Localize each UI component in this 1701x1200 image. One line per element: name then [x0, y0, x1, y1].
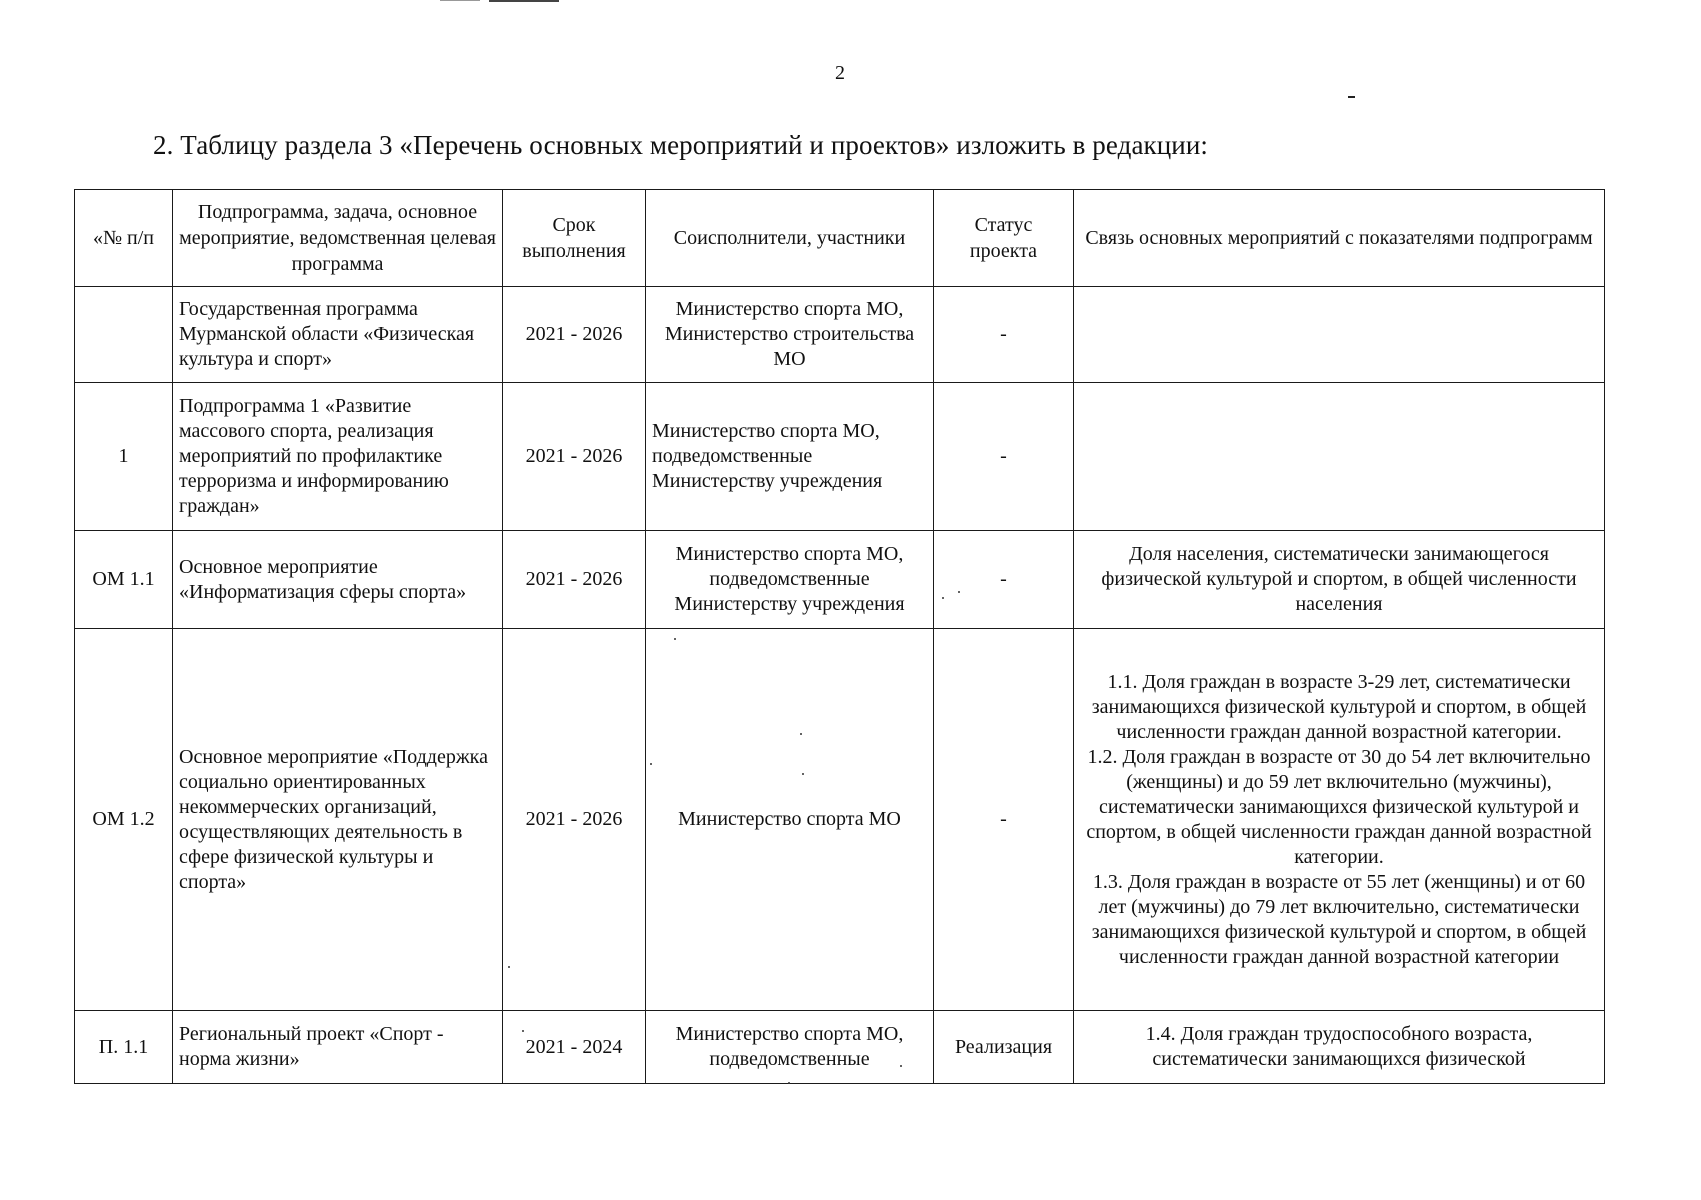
cell-coexec: Министерство спорта МО, Министерство строительства МО — [646, 287, 934, 383]
events-table — [74, 189, 1605, 1084]
table-row — [75, 629, 1605, 1011]
scan-speck — [958, 591, 960, 593]
table-row — [75, 531, 1605, 629]
cell-status: - — [934, 531, 1074, 629]
table-row — [75, 1011, 1605, 1084]
cell-term: 2021 - 2026 — [503, 287, 646, 383]
cell-term: 2021 - 2024 — [503, 1011, 646, 1084]
scan-speck — [900, 1065, 902, 1067]
cell-num: П. 1.1 — [75, 1011, 173, 1084]
cell-coexec: Министерство спорта МО, подведомственные Министерству учреждения — [646, 531, 934, 629]
header-status: Статус проекта — [934, 190, 1074, 287]
header-name: Подпрограмма, задача, основное мероприятие, ведомственная целевая программа — [173, 190, 503, 287]
cell-term: 2021 - 2026 — [503, 629, 646, 1011]
cell-term: 2021 - 2026 — [503, 383, 646, 531]
cell-link: Доля населения, систематически занимающегося физической культурой и спортом, в общей численности населения — [1074, 531, 1605, 629]
indicator-text: 1.2. Доля граждан в возрасте от 30 до 54 лет включительно (женщины) и до 59 лет включительно (мужчины), систематически занимающихся физической культурой и спортом, в общей численности граждан данной возрастной категории. — [1086, 745, 1592, 868]
cell-name: Подпрограмма 1 «Развитие массового спорта, реализация мероприятий по профилактике терроризма и информированию граждан» — [173, 383, 503, 531]
cell-term: 2021 - 2026 — [503, 531, 646, 629]
indicator-text: 1.3. Доля граждан в возрасте от 55 лет (женщины) и от 60 лет (мужчины) до 79 лет включительно, систематически занимающихся физической культурой и спортом, в общей численности граждан данной возрастной категории — [1091, 870, 1587, 968]
cell-num — [75, 287, 173, 383]
cell-coexec: Министерство спорта МО, подведомственные Министерству учреждения — [646, 383, 934, 531]
cell-name: Государственная программа Мурманской области «Физическая культура и спорт» — [173, 287, 503, 383]
scan-speck — [508, 966, 510, 968]
scan-speck — [522, 1030, 524, 1032]
cell-coexec: Министерство спорта МО — [646, 629, 934, 1011]
scan-speck — [800, 733, 802, 735]
scan-speck — [802, 773, 804, 775]
scan-artifact-line — [489, 0, 559, 2]
scan-artifact-dash — [1348, 96, 1355, 98]
cell-status: - — [934, 629, 1074, 1011]
cell-num: ОМ 1.2 — [75, 629, 173, 1011]
header-coexec: Соисполнители, участники — [646, 190, 934, 287]
header-term: Срок выполнения — [503, 190, 646, 287]
cell-coexec: Министерство спорта МО, подведомственные — [646, 1011, 934, 1084]
cell-link: 1.4. Доля граждан трудоспособного возраста, систематически занимающихся физической — [1074, 1011, 1605, 1084]
cell-num: ОМ 1.1 — [75, 531, 173, 629]
cell-status: - — [934, 383, 1074, 531]
section-intro: 2. Таблицу раздела 3 «Перечень основных мероприятий и проектов» изложить в редакции: — [153, 130, 1208, 160]
table-row — [75, 383, 1605, 531]
scan-speck — [650, 763, 652, 765]
cell-name: Основное мероприятие «Информатизация сферы спорта» — [173, 531, 503, 629]
header-num: «№ п/п — [75, 190, 173, 287]
cell-status: - — [934, 287, 1074, 383]
scan-artifact-line — [440, 0, 480, 1]
table-header-row — [75, 190, 1605, 287]
indicator-text: 1.1. Доля граждан в возрасте 3-29 лет, систематически занимающихся физической культурой и спортом, в общей численности граждан данной возрастной категории. — [1091, 670, 1587, 743]
scan-speck — [942, 597, 944, 599]
cell-link — [1074, 383, 1605, 531]
header-link: Связь основных мероприятий с показателями подпрограмм — [1074, 190, 1605, 287]
cell-status: Реализация — [934, 1011, 1074, 1084]
cell-name: Основное мероприятие «Поддержка социально ориентированных некоммерческих организаций, осуществляющих деятельность в сфере физической культуры и спорта» — [173, 629, 503, 1011]
cell-num: 1 — [75, 383, 173, 531]
page-number: 2 — [835, 62, 845, 84]
scan-speck — [788, 1082, 790, 1084]
scan-speck — [674, 638, 676, 640]
table-row — [75, 287, 1605, 383]
cell-link — [1074, 629, 1605, 1011]
cell-link — [1074, 287, 1605, 383]
cell-name: Региональный проект «Спорт - норма жизни» — [173, 1011, 503, 1084]
